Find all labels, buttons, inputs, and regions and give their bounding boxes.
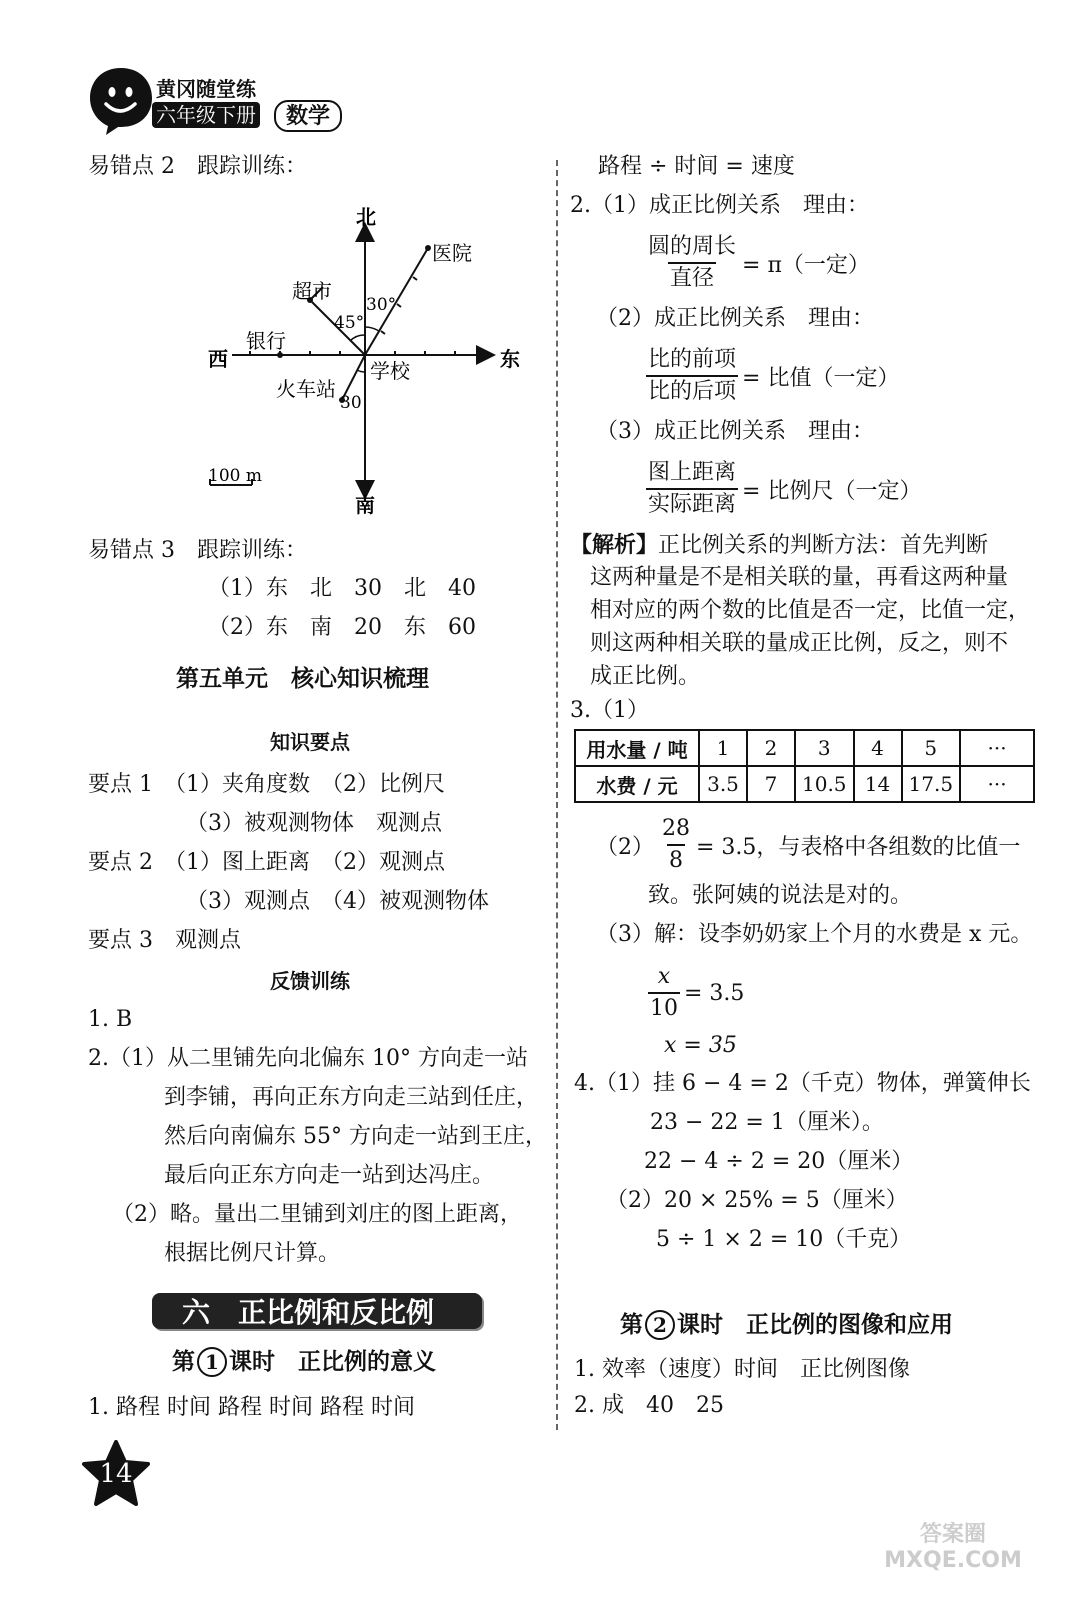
- table-cell: 7: [747, 766, 795, 802]
- table-cell: ···: [960, 730, 1034, 766]
- lesson1-suffix: 课时 正比例的意义: [229, 1348, 436, 1375]
- table-row: [575, 730, 1034, 766]
- column-divider: [556, 160, 558, 1430]
- key-point-1a: 要点 1 （1）夹角度数 （2）比例尺: [88, 772, 445, 797]
- table-cell: 14: [854, 766, 902, 802]
- table-cell: 2: [747, 730, 795, 766]
- subject-label: 数学: [274, 100, 342, 132]
- table-cell: 17.5: [902, 766, 961, 802]
- feedback-q2-1c: 然后向南偏东 55° 方向走一站到王庄，: [164, 1124, 547, 1149]
- fraction-ratio: [646, 345, 899, 407]
- lesson2-suffix: 课时 正比例的图像和应用: [677, 1311, 953, 1338]
- q3-3-rhs: = 3.5: [684, 980, 745, 1006]
- analysis-text-1: 正比例关系的判断方法：首先判断: [658, 533, 989, 558]
- table-cell: 10.5: [795, 766, 854, 802]
- map-south-label: 南: [355, 493, 375, 517]
- lesson2-q1: 1. 效率（速度）时间 正比例图像: [574, 1357, 910, 1382]
- feedback-q2-1d: 最后向正东方向走一站到达冯庄。: [164, 1163, 495, 1188]
- table-row: [575, 766, 1034, 802]
- fraction-circle-num: 圆的周长: [648, 234, 737, 259]
- grade-label: 六年级下册: [152, 102, 260, 128]
- q3-2-line: [596, 814, 1020, 876]
- water-fee-table: [574, 729, 1035, 803]
- table-cell: 3.5: [699, 766, 747, 802]
- fraction-circle: [646, 232, 870, 294]
- chapter-banner: [152, 1293, 482, 1329]
- feedback-q1: 1. B: [88, 1007, 133, 1032]
- q3-2-rhs: = 3.5，与表格中各组数的比值一: [696, 834, 1021, 860]
- table-cell: ···: [960, 766, 1034, 802]
- q3-2-num: 28: [662, 816, 690, 841]
- feedback-q2-1a: 2.（1）从二里铺先向北偏东 10° 方向走一站: [88, 1046, 528, 1071]
- q3-3-result: x = 35: [664, 1033, 737, 1058]
- q2-3: （3）成正比例关系 理由：: [596, 419, 874, 444]
- unit5-title: 第五单元 核心知识梳理: [176, 665, 429, 692]
- q2-2: （2）成正比例关系 理由：: [596, 306, 874, 331]
- fraction-scale-rhs: = 比例尺（一定）: [742, 478, 922, 504]
- analysis-label: 【解析】: [570, 532, 659, 558]
- err3-answer-1: （1）东 北 30 北 40: [208, 576, 476, 601]
- table-cell: 3: [795, 730, 854, 766]
- q2-1: 2.（1）成正比例关系 理由：: [570, 193, 869, 218]
- q3-2b: 致。张阿姨的说法是对的。: [648, 883, 913, 908]
- q3-3-den: 10: [648, 992, 680, 1024]
- bank-label: 银行: [246, 329, 286, 353]
- angle-45-label: 45°: [334, 313, 365, 333]
- fraction-circle-den: 直径: [668, 262, 716, 294]
- q3-3-equation: [648, 962, 744, 1024]
- fraction-scale: [646, 458, 921, 520]
- q4-2: （2）20 × 25% = 5（厘米）: [606, 1188, 908, 1213]
- q4-1b: 23 − 22 = 1（厘米）。: [650, 1110, 884, 1135]
- fraction-ratio-num: 比的前项: [648, 347, 737, 372]
- lesson2-prefix: 第: [620, 1311, 643, 1338]
- watermark: 答案圈 MXQE.COM: [884, 1522, 1022, 1573]
- analysis-line-1: [570, 531, 988, 560]
- lesson1-title: [172, 1347, 436, 1377]
- fraction-circle-rhs: = π（一定）: [742, 252, 870, 278]
- table-header-cell: 水费 / 元: [575, 766, 699, 802]
- table-header-cell: 用水量 / 吨: [575, 730, 699, 766]
- q3-2-prefix: （2）: [596, 834, 654, 860]
- scale-label: 100 m: [208, 466, 262, 486]
- lesson2-q2: 2. 成 40 25: [574, 1393, 724, 1418]
- q3-2-den: 8: [667, 844, 685, 876]
- feedback-title: 反馈训练: [270, 969, 350, 993]
- q4-1c: 22 − 4 ÷ 2 = 20（厘米）: [644, 1149, 914, 1174]
- lesson1-q1: 1. 路程 时间 路程 时间 路程 时间: [88, 1395, 415, 1420]
- brand: 黄冈随堂练: [156, 77, 256, 101]
- angle-30-station-label: 30: [340, 393, 362, 413]
- station-label: 火车站: [276, 377, 336, 401]
- hospital-label: 医院: [432, 241, 472, 265]
- table-cell: 1: [699, 730, 747, 766]
- page-number-badge: [80, 1440, 152, 1510]
- key-point-2a: 要点 2 （1）图上距离 （2）观测点: [88, 850, 445, 875]
- lesson1-prefix: 第: [172, 1348, 195, 1375]
- key-point-1b: （3）被观测物体 观测点: [186, 811, 442, 836]
- map-west-label: 西: [208, 347, 228, 371]
- page-number: 14: [99, 1459, 133, 1489]
- err3-title: 易错点 3 跟踪训练：: [88, 538, 307, 563]
- feedback-q2-1b: 到李铺，再向正东方向走三站到任庄，: [164, 1085, 539, 1110]
- lesson1-number: 1: [197, 1347, 227, 1377]
- right-line-0: 路程 ÷ 时间 = 速度: [598, 154, 795, 179]
- fraction-scale-num: 图上距离: [648, 460, 737, 485]
- q3-3: （3）解：设李奶奶家上个月的水费是 x 元。: [596, 922, 1033, 947]
- school-label: 学校: [370, 359, 410, 383]
- analysis-line-2: 这两种量是不是相关联的量，再看这两种量: [590, 565, 1009, 590]
- q3-3-num: x: [657, 964, 671, 989]
- map-east-label: 东: [500, 347, 520, 371]
- err2-title: 易错点 2 跟踪训练：: [88, 154, 307, 179]
- table-cell: 5: [902, 730, 961, 766]
- feedback-q2-2a: （2）略。量出二里铺到刘庄的图上距离，: [112, 1202, 522, 1227]
- fraction-ratio-rhs: = 比值（一定）: [742, 365, 900, 391]
- smiley-logo-icon: [86, 64, 156, 136]
- analysis-line-3: 相对应的两个数的比值是否一定，比值一定，: [590, 598, 1031, 623]
- fraction-scale-den: 实际距离: [646, 488, 738, 520]
- q4-1: 4.（1）挂 6 − 4 = 2（千克）物体，弹簧伸长: [574, 1071, 1031, 1096]
- q4-2b: 5 ÷ 1 × 2 = 10（千克）: [656, 1227, 912, 1252]
- analysis-line-4: 则这两种相关联的量成正比例，反之，则不: [590, 631, 1009, 656]
- table-cell: 4: [854, 730, 902, 766]
- supermarket-label: 超市: [292, 279, 332, 303]
- direction-map-diagram: [200, 200, 540, 520]
- map-north-label: 北: [356, 205, 376, 229]
- err3-answer-2: （2）东 南 20 东 60: [208, 615, 476, 640]
- key-point-3: 要点 3 观测点: [88, 928, 241, 953]
- angle-30-hospital-label: 30°: [366, 295, 397, 315]
- analysis-line-5: 成正比例。: [590, 664, 701, 689]
- fraction-ratio-den: 比的后项: [646, 375, 738, 407]
- q3-1: 3.（1）: [570, 698, 649, 723]
- lesson2-number: 2: [645, 1310, 675, 1340]
- feedback-q2-2b: 根据比例尺计算。: [164, 1241, 341, 1266]
- key-point-2b: （3）观测点 （4）被观测物体: [186, 889, 489, 914]
- key-points-title: 知识要点: [270, 730, 350, 754]
- lesson2-title: [620, 1310, 953, 1340]
- chapter-title: 六 正比例和反比例: [182, 1296, 435, 1329]
- header: [86, 64, 346, 144]
